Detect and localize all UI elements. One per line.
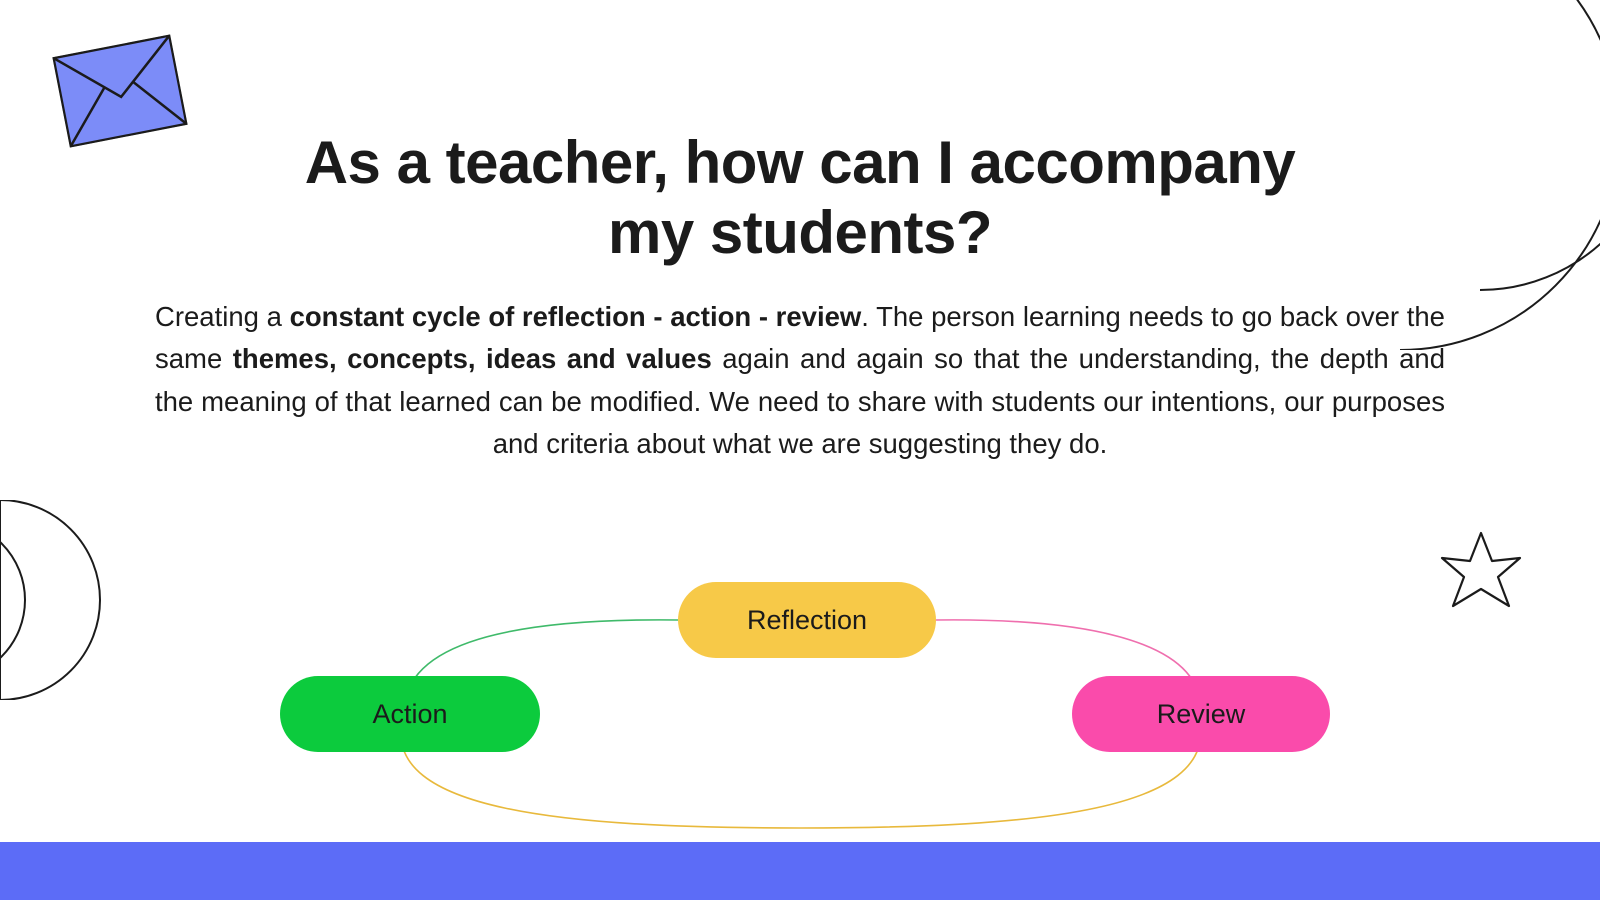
envelope-icon	[52, 34, 187, 147]
diagram-node-reflection-label: Reflection	[746, 604, 868, 635]
diagram-node-review-label: Review	[1156, 698, 1246, 729]
cycle-diagram	[0, 560, 1600, 840]
diagram-node-reflection[interactable]	[678, 582, 936, 658]
page-title: As a teacher, how can I accompany my students?	[304, 129, 1296, 266]
body-text-run: again and again so that the understanding, the depth and the meaning of that learned can be modified. We need to share with students our intentions, our purposes and criteria about what we are suggesting they do.	[155, 343, 1445, 460]
body-emphasis: constant cycle of reflection - action - review	[289, 300, 862, 332]
body-text-run: . The person learning needs to go back over the same	[155, 300, 1445, 375]
body-emphasis: themes, concepts, ideas and values	[232, 343, 712, 375]
body-paragraph	[155, 296, 1445, 467]
diagram-node-review[interactable]	[1072, 676, 1330, 752]
body-text-run: Creating a	[155, 300, 290, 332]
diagram-node-action[interactable]	[280, 676, 540, 752]
diagram-node-action-label: Action	[372, 698, 448, 729]
bottom-accent-bar	[0, 842, 1600, 900]
